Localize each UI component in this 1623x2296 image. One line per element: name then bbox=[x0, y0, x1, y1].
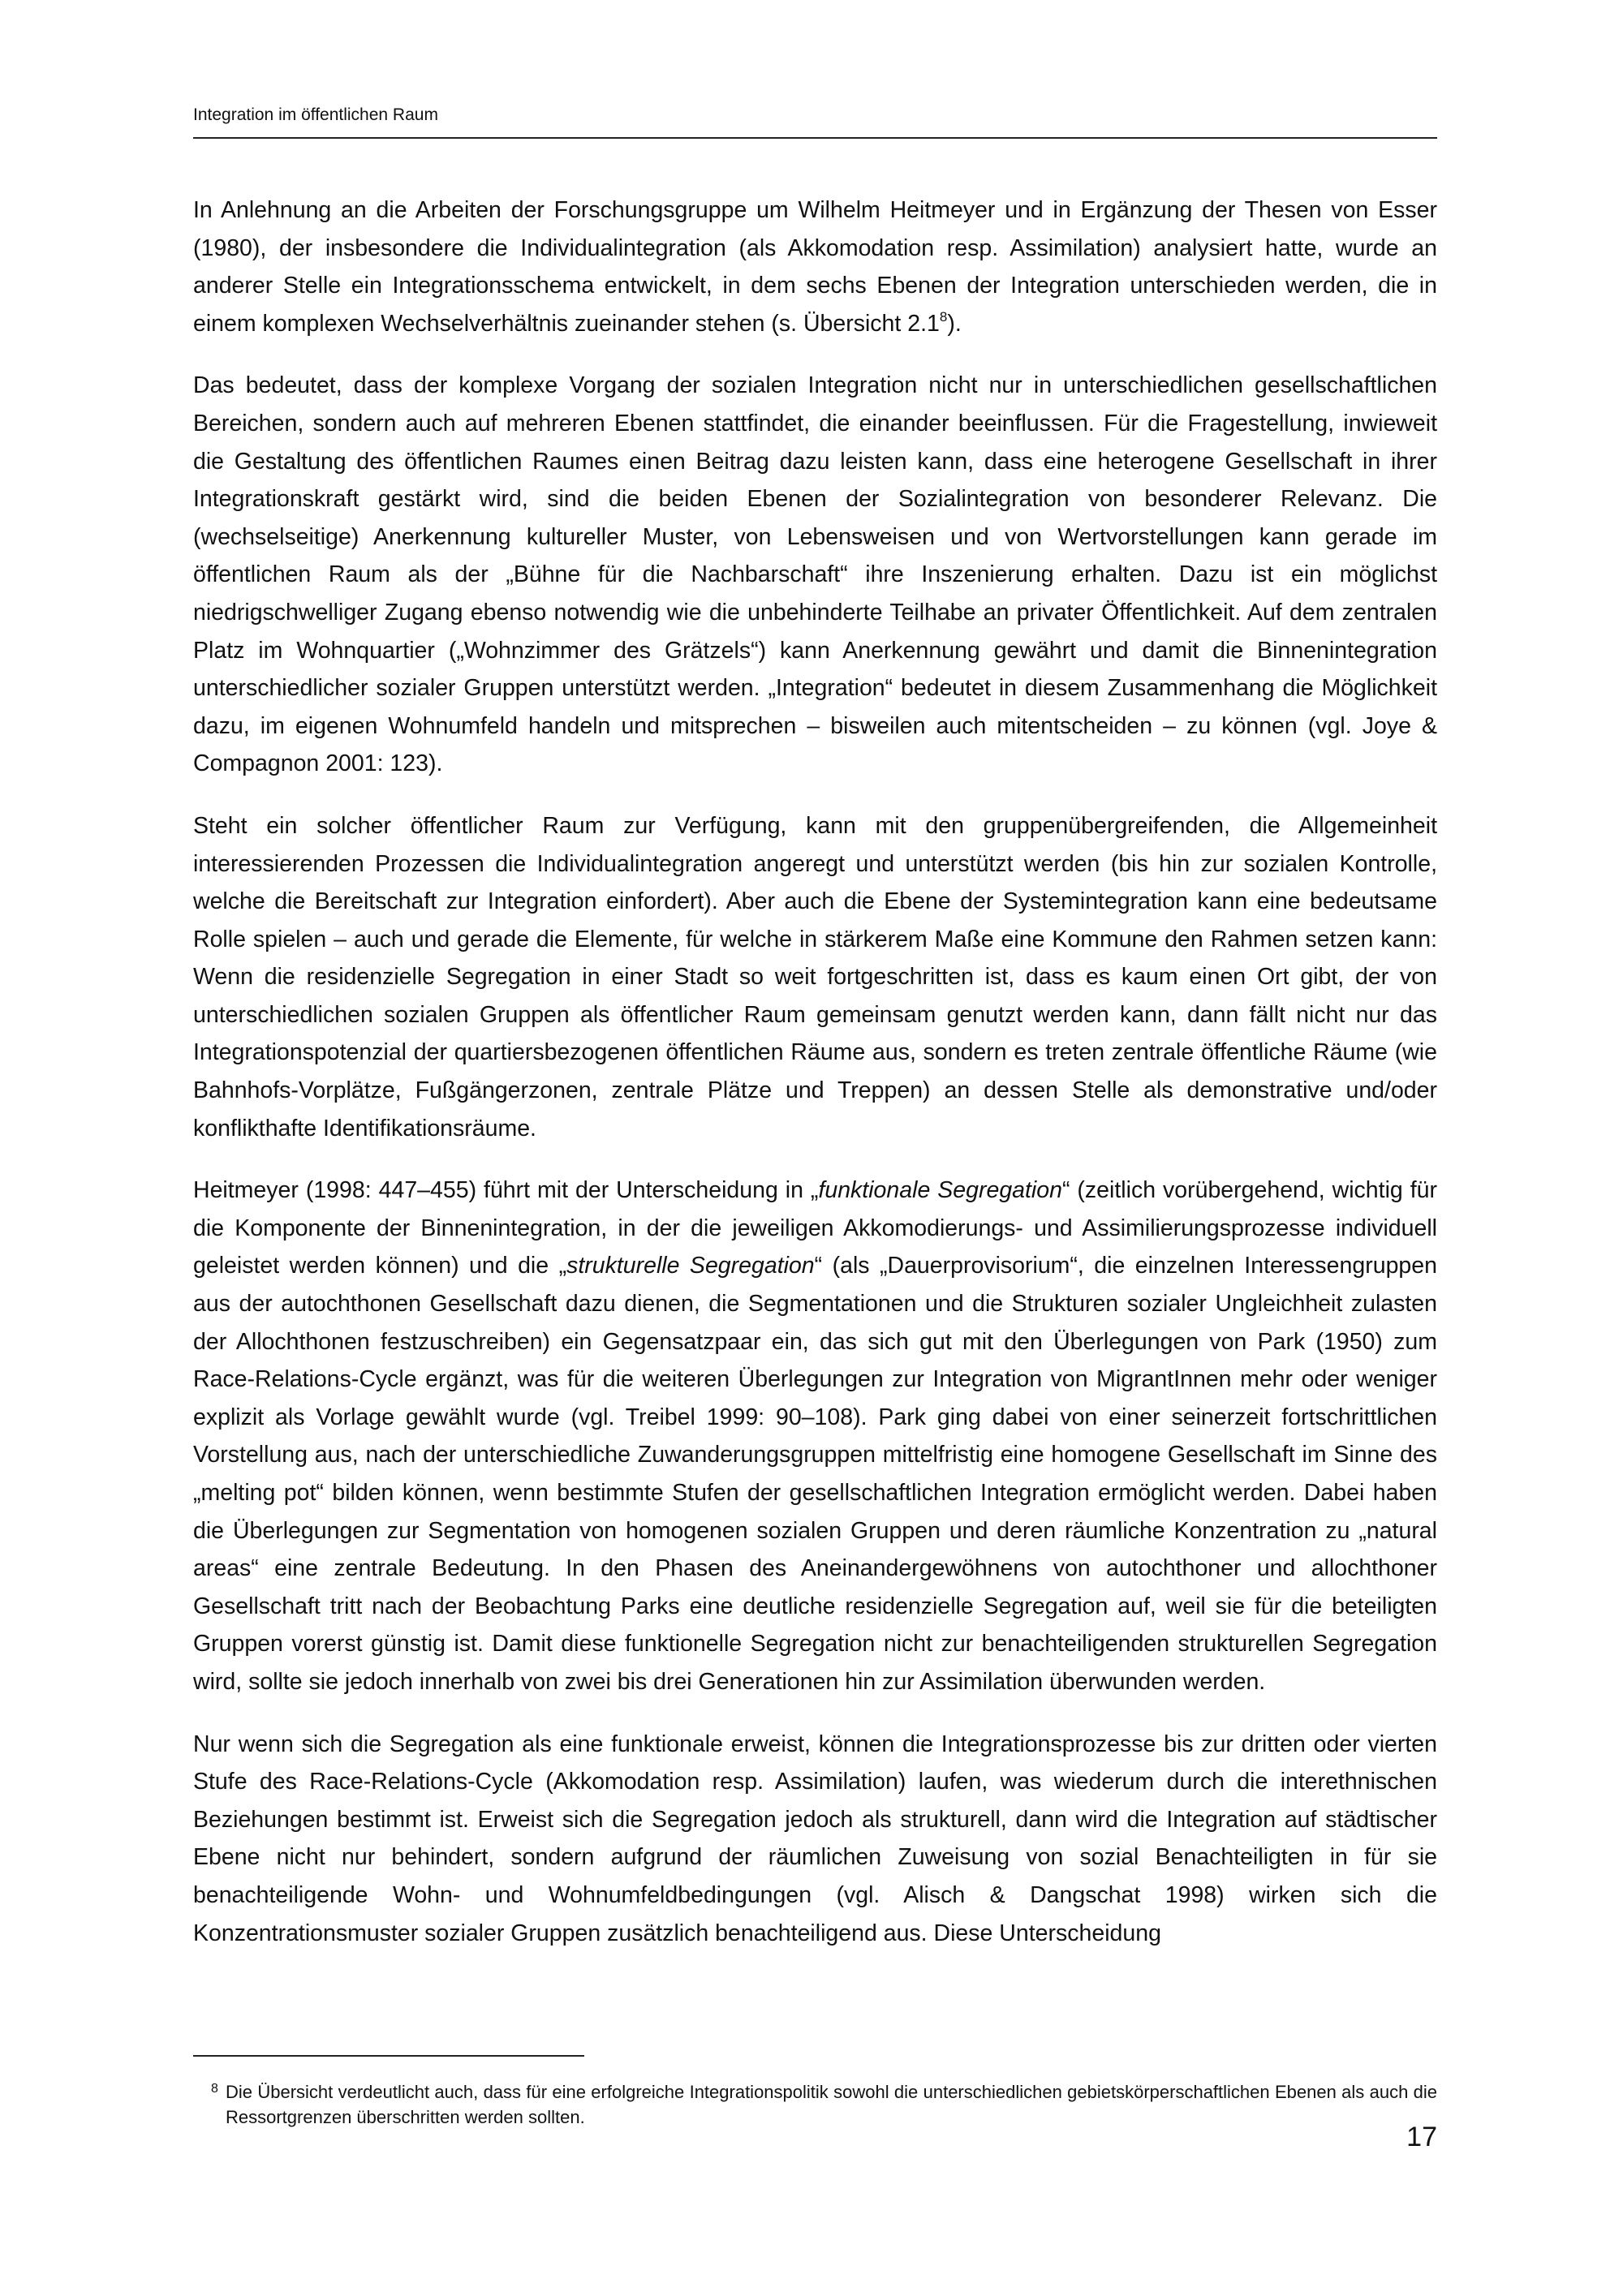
paragraph-4-part-1: Heitmeyer (1998: 447–455) führt mit der Unterscheidung in „ bbox=[193, 1177, 819, 1204]
page-number: 17 bbox=[1406, 2122, 1437, 2152]
paragraph-5: Nur wenn sich die Segregation als eine funktionale erweist, können die Integrationsprozesse bis zur dritten oder vierten Stufe des Race-Relations-Cycle (Akkomodation resp. Assimilation) laufen, was wiederum durch die interethnischen Beziehungen bestimmt ist. Erweist sich die Segregation jedoch als strukturell, dann wird die Integration auf städtischer Ebene nicht nur behindert, sondern aufgrund der räumlichen Zuweisung von sozial Benachteiligten in für sie benachteiligende Wohn- und Wohnumfeldbedingungen (vgl. Alisch & Dangschat 1998) wirken sich die Konzentrationsmuster sozialer Gruppen zusätzlich benachteiligend aus. Diese Unterscheidung bbox=[193, 1731, 1437, 1946]
paragraph-4-part-3: “ (als „Dauerprovisorium“, die einzelnen Interessengruppen aus der autochthonen Gesellschaft dazu dienen, die Segmentationen und die Strukturen sozialer Ungleichheit zulasten der Allochthonen festzuschreiben) ein Gegensatzpaar ein, das sich gut mit den Überlegungen von Park (1950) zum Race-Relations-Cycle ergänzt, was für die weiteren Überlegungen zur Integration von MigrantInnen mehr oder weniger explizit als Vorlage gewählt wurde (vgl. Treibel 1999: 90–108). Park ging dabei von einer seinerzeit fortschrittlichen Vorstellung aus, nach der unterschiedliche Zuwanderungsgruppen mittelfristig eine homogene Gesellschaft im Sinne des „melting pot“ bilden können, wenn bestimmte Stufen der gesellschaftlichen Integration ermöglicht werden. Dabei haben die Überlegungen zur Segmentation von homogenen sozialen Gruppen und deren räumliche Konzentration zu „natural areas“ eine zentrale Bedeutung. In den Phasen des Aneinandergewöhnens von autochthoner und allochthoner Gesellschaft tritt nach der Beobachtung Parks eine deutliche residenzielle Segregation auf, weil sie für die beteiligten Gruppen vorerst günstig ist. Damit diese funktionelle Segregation nicht zur benachteiligenden strukturellen Segregation wird, sollte sie jedoch innerhalb von zwei bis drei Generationen hin zur Assimilation überwunden werden. bbox=[193, 1253, 1437, 1695]
footnote-reference[interactable]: 8 bbox=[939, 308, 948, 325]
footnote-number: 8 bbox=[211, 2082, 218, 2096]
term-structural-segregation: strukturelle Segregation bbox=[566, 1253, 815, 1279]
footnote-text: Die Übersicht verdeutlicht auch, dass für eine erfolgreiche Integrationspolitik sowohl die unterschiedlichen gebietskörperschaftlichen Ebenen als auch die Ressortgrenzen überschritten werden sollten. bbox=[226, 2082, 1437, 2127]
paragraph-3: Steht ein solcher öffentlicher Raum zur Verfügung, kann mit den gruppenübergreifenden, die Allgemeinheit interessierenden Prozessen die Individualintegration angeregt und unterstützt werden (bis hin zur sozialen Kontrolle, welche die Bereitschaft zur Integration einfordert). Aber auch die Ebene der Systemintegration kann eine bedeutsame Rolle spielen – auch und gerade die Elemente, für welche in stärkerem Maße eine Kommune den Rahmen setzen kann: Wenn die residenzielle Segregation in einer Stadt so weit fortgeschritten ist, dass es kaum einen Ort gibt, der von unterschiedlichen sozialen Gruppen als öffentlicher Raum gemeinsam genutzt werden kann, dann fällt nicht nur das Integrationspotenzial der quartiersbezogenen öffentlichen Räume aus, sondern es treten zentrale öffentliche Räume (wie Bahnhofs-Vorplätze, Fußgängerzonen, zentrale Plätze und Treppen) an dessen Stelle als demonstrative und/oder konflikthafte Identifikationsräume. bbox=[193, 812, 1437, 1142]
footnote bbox=[193, 2079, 1437, 2130]
paragraph-4-part-2: “ (zeitlich vorübergehend, wichtig für die Komponente der Binnenintegration, in der die jeweiligen Akkomodierungs- und Assimilierungsprozesse individuell geleistet werden können) und die „ bbox=[193, 1177, 1437, 1279]
running-header: Integration im öffentlichen Raum bbox=[193, 105, 438, 124]
term-functional-segregation: funktionale Segregation bbox=[818, 1177, 1062, 1204]
paragraph-1 bbox=[193, 191, 1437, 342]
paragraph-4 bbox=[193, 1172, 1437, 1701]
footnote-rule bbox=[193, 2055, 584, 2057]
paragraph-2: Das bedeutet, dass der komplexe Vorgang der sozialen Integration nicht nur in unterschiedlichen gesellschaftlichen Bereichen, sondern auch auf mehreren Ebenen stattfindet, die einander beeinflussen. Für die Fragestellung, inwieweit die Gestaltung des öffentlichen Raumes einen Beitrag dazu leisten kann, dass eine heterogene Gesellschaft in ihrer Integrationskraft gestärkt wird, sind die beiden Ebenen der Sozialintegration von besonderer Relevanz. Die (wechselseitige) Anerkennung kultureller Muster, von Lebensweisen und von Wertvorstellungen kann gerade im öffentlichen Raum als der „Bühne für die Nachbarschaft“ ihre Inszenierung erhalten. Dazu ist ein möglichst niedrigschwelliger Zugang ebenso notwendig wie die unbehinderte Teilhabe an privater Öffentlichkeit. Auf dem zentralen Platz im Wohnquartier („Wohnzimmer des Grätzels“) kann Anerkennung gewährt und damit die Binnenintegration unterschiedlicher sozialer Gruppen unterstützt werden. „Integration“ bedeutet in diesem Zusammenhang die Möglichkeit dazu, im eigenen Wohnumfeld handeln und mitsprechen – bisweilen auch mitentscheiden – zu können (vgl. Joye & Compagnon 2001: 123). bbox=[193, 372, 1437, 777]
header-rule bbox=[193, 137, 1437, 139]
paragraph-1-text: In Anlehnung an die Arbeiten der Forschungsgruppe um Wilhelm Heitmeyer und in Ergänzung der Thesen von Esser (1980), der insbesondere die Individualintegration (als Akkomodation resp. Assimilation) analysiert hatte, wurde an anderer Stelle ein Integrationsschema entwickelt, in dem sechs Ebenen der Integration unterschieden werden, die in einem komplexen Wechselverhältnis zueinander stehen (s. Übersicht 2.1 bbox=[193, 197, 1437, 337]
paragraph-1-end: ). bbox=[947, 310, 962, 337]
body-text bbox=[193, 191, 1437, 1976]
